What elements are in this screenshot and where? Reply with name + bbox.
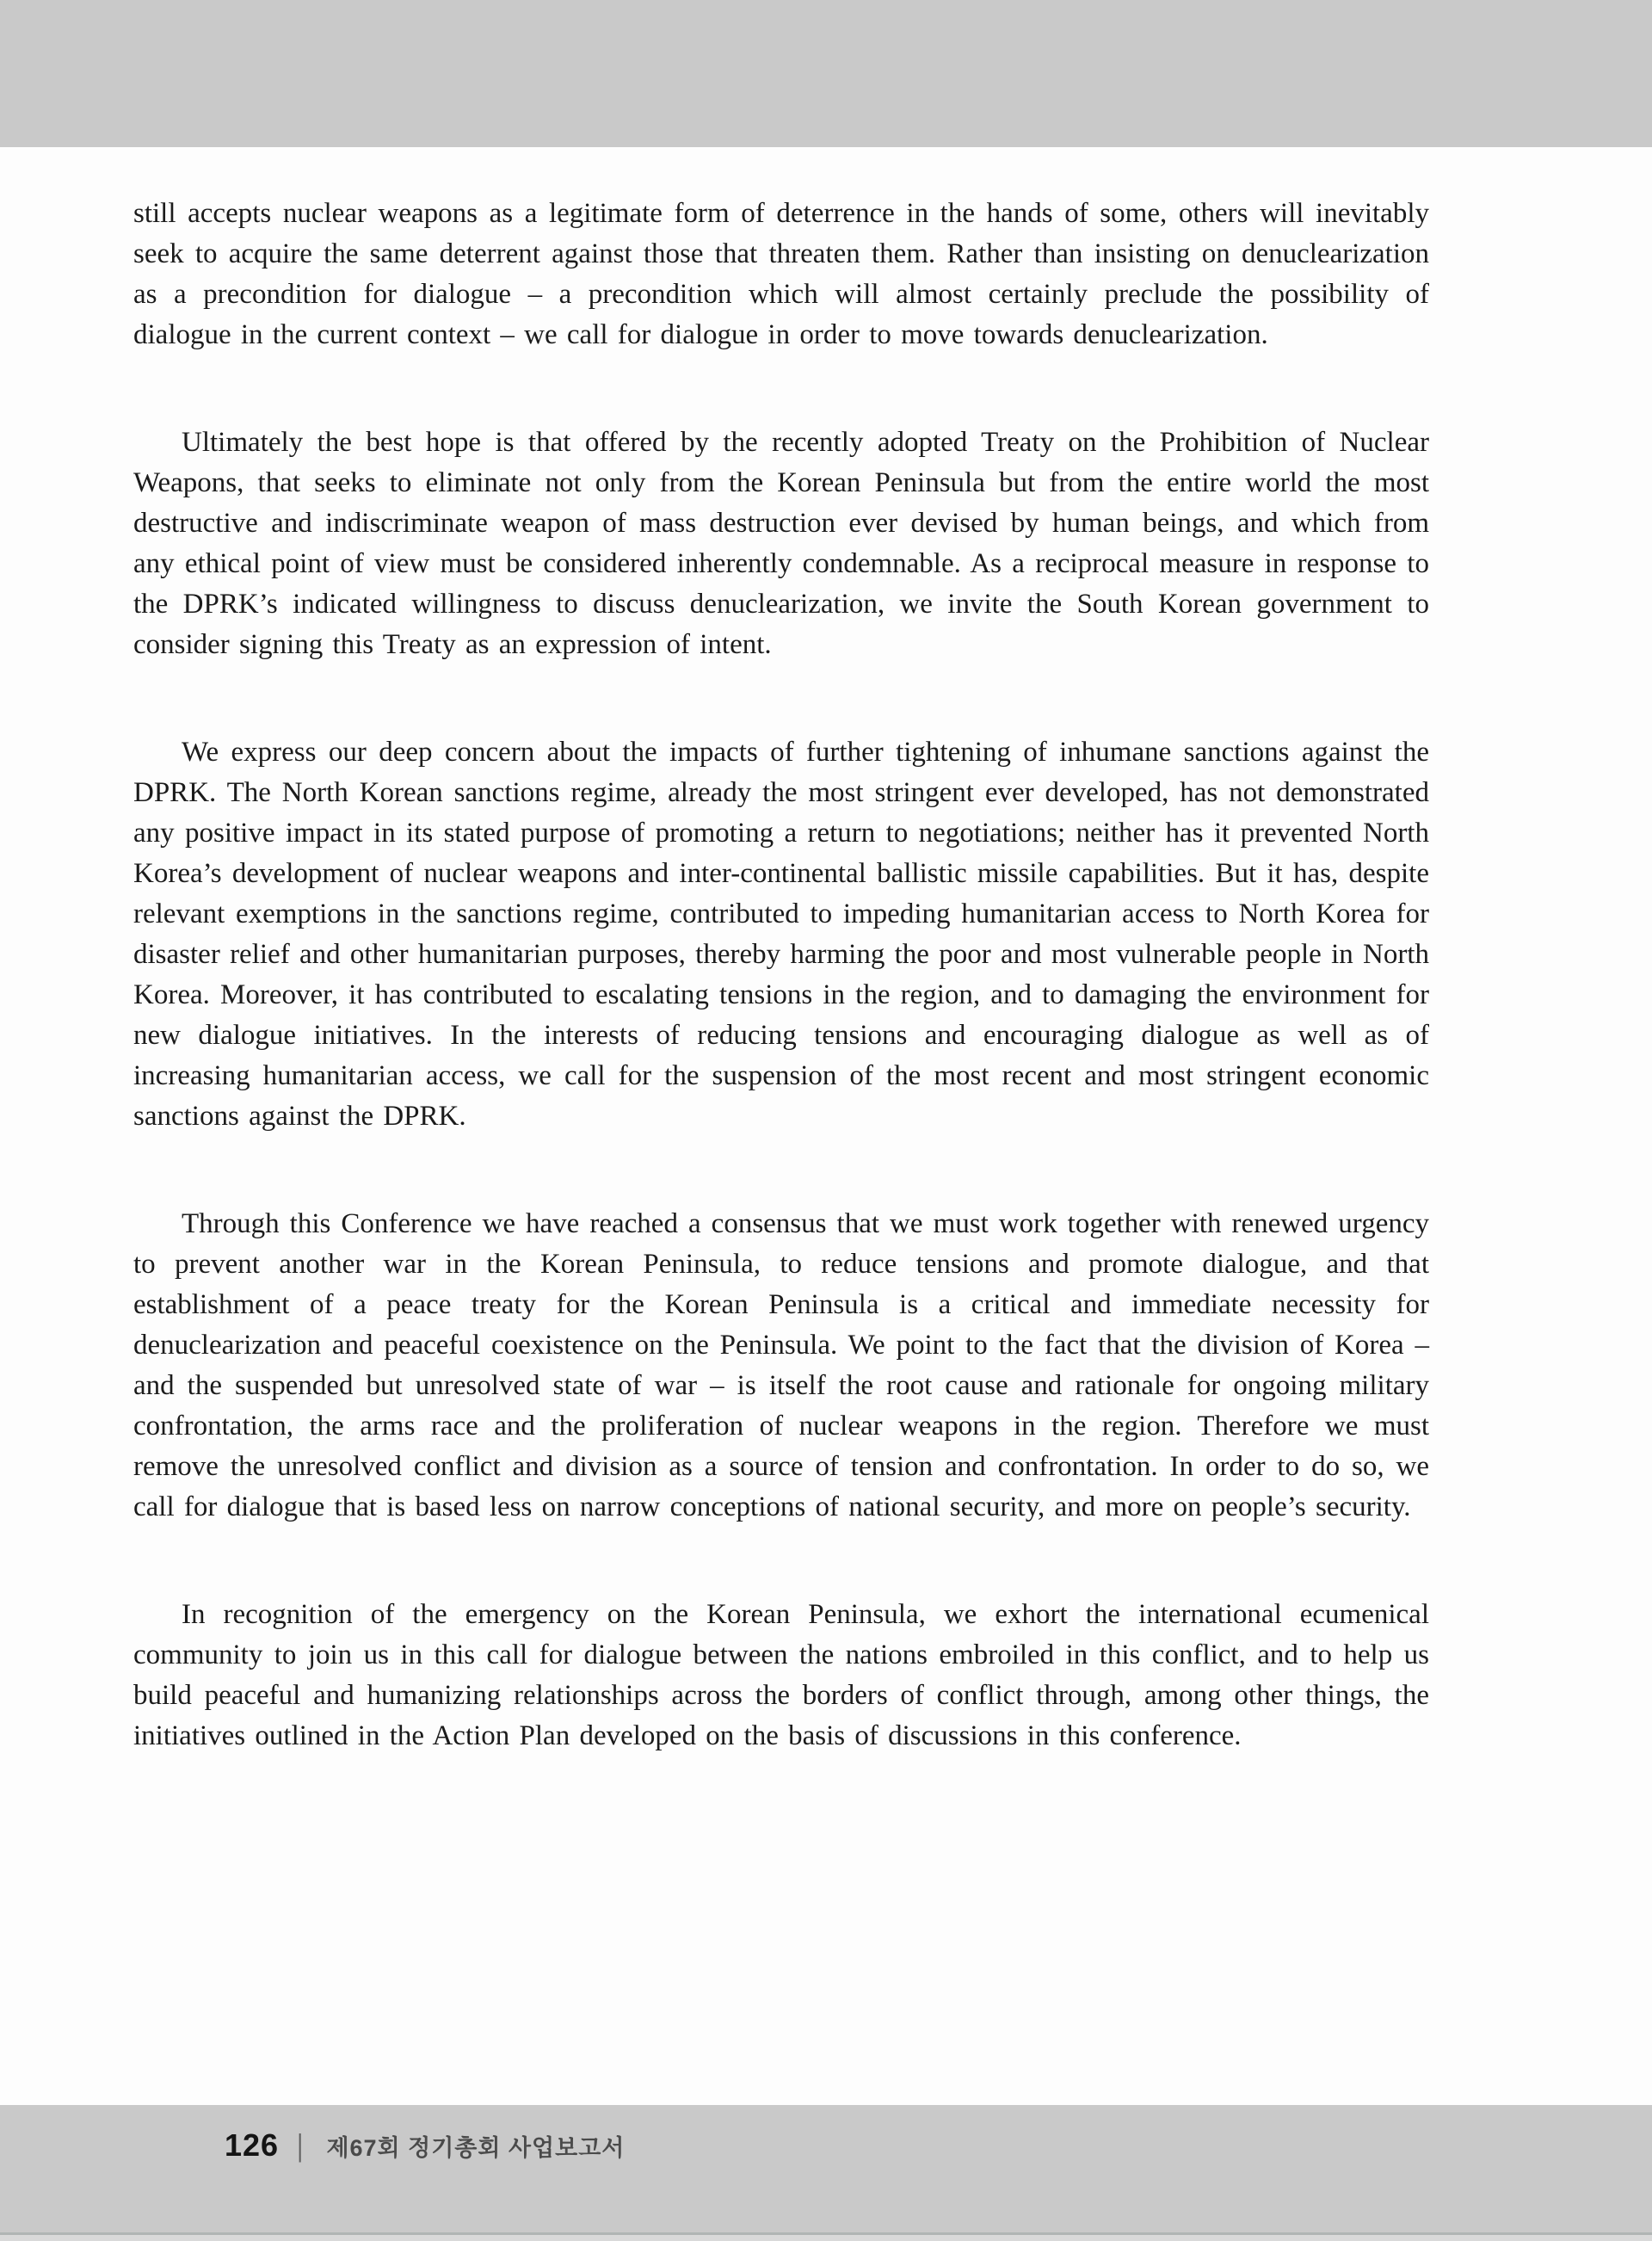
paragraph-conference-consensus: Through this Conference we have reached a consensus that we must work together with renewed urgency to prevent another war in the Korean Peninsula, to reduce tensions and promote dialogue, and that establishment of a peace treaty for the Korean Peninsula is a critical and immediate necessity for denuclearization and peaceful coexistence on the Peninsula. We point to the fact that the division of Korea – and the suspended but unresolved state of war – is itself the root cause and rationale for ongoing military confrontation, the arms race and the proliferation of nuclear weapons in the region. Therefore we must remove the unresolved conflict and division as a source of tension and confrontation. In order to do so, we call for dialogue that is based less on narrow conceptions of national security, and more on people’s security. xyxy=(133,1208,1429,1522)
paragraph-sanctions-concern: We express our deep concern about the impacts of further tightening of inhumane sanctions against the DPRK. The North Korean sanctions regime, already the most stringent ever developed, has not demonstrated any positive impact in its stated purpose of promoting a return to negotiations; neither has it prevented North Korea’s development of nuclear weapons and inter-continental ballistic missile capabilities. But it has, despite relevant exemptions in the sanctions regime, contributed to impeding humanitarian access to North Korea for disaster relief and other humanitarian purposes, thereby harming the poor and most vulnerable people in North Korea. Moreover, it has contributed to escalating tensions in the region, and to damaging the environment for new dialogue initiatives. In the interests of reducing tensions and encouraging dialogue as well as of increasing humanitarian access, we call for the suspension of the most recent and most stringent economic sanctions against the DPRK. xyxy=(133,737,1429,1132)
paragraph-recognition-emergency: In recognition of the emergency on the Korean Peninsula, we exhort the international ecumenical community to join us in this call for dialogue between the nations embroiled in this conflict, and to help us build peaceful and humanizing relationships across the borders of conflict through, among other things, the initiatives outlined in the Action Plan developed on the basis of discussions in this conference. xyxy=(133,1599,1429,1751)
page-number: 126 xyxy=(225,2127,280,2163)
footer-row xyxy=(225,2127,625,2164)
page-top-band xyxy=(0,0,1652,147)
page-body xyxy=(133,194,1429,1824)
paragraph-treaty-prohibition: Ultimately the best hope is that offered by the recently adopted Treaty on the Prohibition of Nuclear Weapons, that seeks to eliminate not only from the Korean Peninsula but from the entire world the most destructive and indiscriminate weapon of mass destruction ever devised by human beings, and which from any ethical point of view must be considered inherently condemnable. As a reciprocal measure in response to the DPRK’s indicated willingness to discuss denuclearization, we invite the South Korean government to consider signing this Treaty as an expression of intent. xyxy=(133,427,1429,660)
page-bottom-edge xyxy=(0,2232,1652,2241)
paragraph-continuation: still accepts nuclear weapons as a legitimate form of deterrence in the hands of some, others will inevitably seek to acquire the same deterrent against those that threaten them. Rather than insisting on denuclearization as a precondition for dialogue – a precondition which will almost certainly preclude the possibility of dialogue in the current context – we call for dialogue in order to move towards denuclearization. xyxy=(133,198,1429,350)
footer-separator: | xyxy=(297,2127,304,2163)
page-footer-band xyxy=(0,2105,1652,2241)
footer-document-title: 제67회 정기총회 사업보고서 xyxy=(326,2134,626,2161)
